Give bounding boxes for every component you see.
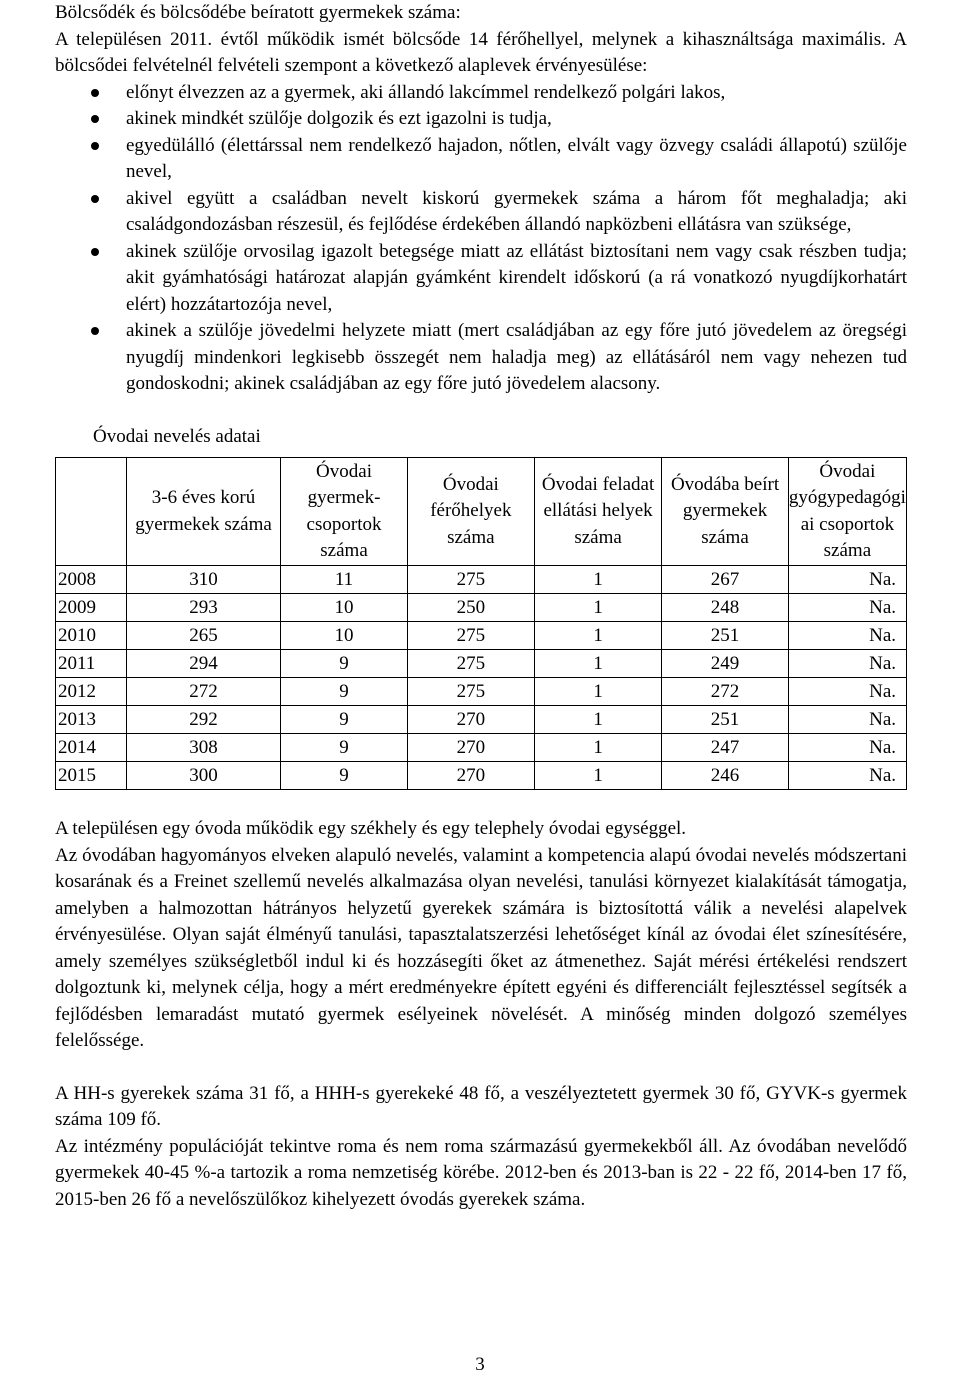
value-cell: 300 [126,762,281,790]
value-cell: 267 [662,566,789,594]
value-cell: 270 [407,734,534,762]
value-cell: 294 [126,650,281,678]
value-cell: 293 [126,594,281,622]
value-cell: 9 [281,762,408,790]
value-cell: 251 [662,622,789,650]
header-children-3-6: 3-6 éves korú gyermekek száma [126,458,281,566]
value-cell: 11 [281,566,408,594]
table-row [56,706,907,734]
value-cell: Na. [788,650,906,678]
bullet-icon [91,248,99,256]
value-cell: Na. [788,622,906,650]
table-row [56,762,907,790]
bolcsode-intro-text: A településen 2011. évtől működik ismét bölcsőde 14 férőhellyel, melynek a kihasználtsága maximális. A bölcsődei felvételnél felvételi szempont a következő alaplevek érvényesülése: [55,28,907,76]
value-cell: 275 [407,678,534,706]
value-cell: Na. [788,594,906,622]
bullet-icon [91,195,99,203]
value-cell: 9 [281,678,408,706]
table-row [56,734,907,762]
bolcsode-heading: Bölcsődék és bölcsődébe beíratott gyermekek száma: [55,2,461,23]
value-cell: Na. [788,678,906,706]
value-cell: 308 [126,734,281,762]
paragraph-hh-counts: A HH-s gyerekek száma 31 fő, a HHH-s gyerekeké 48 fő, a veszélyeztetett gyermek 30 fő, GYVK-s gyermek száma 109 fő. [55,1082,907,1130]
table-row [56,594,907,622]
header-sites: Óvodai feladat ellátási helyek száma [534,458,661,566]
header-enrolled: Óvodába beírt gyermekek száma [662,458,789,566]
value-cell: 270 [407,762,534,790]
value-cell: 1 [534,762,661,790]
header-special-groups: Óvodai gyógypedagógi ai csoportok száma [788,458,906,566]
value-cell: 9 [281,734,408,762]
value-cell: 248 [662,594,789,622]
list-item: akivel együtt a családban nevelt kiskorú gyermekek száma a három főt meghaladja; aki családgondozásban részesül, és fejlődése érdekében állandó napközbeni ellátásra van szüksége, [55,186,907,239]
year-cell: 2009 [56,594,127,622]
value-cell: 265 [126,622,281,650]
bullet-icon [91,142,99,150]
table-row [56,622,907,650]
table-body [56,566,907,790]
value-cell: 1 [534,678,661,706]
admission-criteria-list [55,80,907,398]
bullet-icon [91,89,99,97]
value-cell: 246 [662,762,789,790]
year-cell: 2013 [56,706,127,734]
value-cell: 9 [281,706,408,734]
table-row [56,650,907,678]
table-header-row [56,458,907,566]
value-cell: 1 [534,734,661,762]
value-cell: 1 [534,594,661,622]
value-cell: Na. [788,762,906,790]
value-cell: 270 [407,706,534,734]
header-year [56,458,127,566]
value-cell: 9 [281,650,408,678]
value-cell: 247 [662,734,789,762]
list-item: egyedülálló (élettárssal nem rendelkező hajadon, nőtlen, elvált vagy özvegy családi állapotú) szülője nevel, [55,133,907,186]
value-cell: 292 [126,706,281,734]
value-cell: 10 [281,622,408,650]
list-item: akinek a szülője jövedelmi helyzete miatt (mert családjában az egy főre jutó jövedelem az öregségi nyugdíj mindenkori legkisebb összegét nem haladja meg) az ellátásáról nem vagy nehezen tud gondoskodni; akinek családjában az egy főre jutó jövedelem alacsony. [55,318,907,398]
value-cell: 249 [662,650,789,678]
value-cell: Na. [788,566,906,594]
document-page [55,0,907,1213]
header-places: Óvodai férőhelyek száma [407,458,534,566]
page-number: 3 [475,1354,485,1375]
value-cell: 251 [662,706,789,734]
value-cell: 275 [407,650,534,678]
year-cell: 2014 [56,734,127,762]
year-cell: 2008 [56,566,127,594]
value-cell: 275 [407,566,534,594]
value-cell: 310 [126,566,281,594]
list-item: akinek szülője orvosilag igazolt betegsége miatt az ellátást biztosítani nem vagy csak részben tudja; akit gyámhatósági határozat alapján gyámként kirendelt időskorú (a rá vonatkozó nyugdíjkorhatárt elért) hozzátartozója nevel, [55,239,907,319]
paragraph-population: Az intézmény populációját tekintve roma és nem roma származású gyermekekből áll. Az óvodában nevelődő gyermekek 40-45 %-a tartozik a roma nemzetiség körébe. 2012-ben és 2013-ban is 22 - 22 fő, 2014-ben 17 fő, 2015-ben 26 fő a nevelőszülőkoz kihelyezett óvodás gyerekek száma. [55,1135,907,1210]
paragraph-pedagogy: Az óvodában hagyományos elveken alapuló nevelés, valamint a kompetencia alapú óvodai nevelés módszertani kosarának és a Freinet szellemű nevelés alkalmazása olyan nevelési, tanulási környezet kialakítását támogatja, amelyben a halmozottan hátrányos helyzetű gyerekek számára is biztosítottá válik a nevelési alapelvek érvényesülése. Olyan saját élményű tanulási, tapasztalatszerzési lehetőséget kínál az óvodai élet színesítésére, amely személyes szükségletből indul ki és hozzásegíti őket az átmenethez. Saját mérési értékelési rendszert dolgoztunk ki, melynek célja, hogy a mért eredményekre épített egyéni és differenciált fejlesztéssel segítsék a fejlődésben lemaradást mutató gyermek esélyeinek növelését. A minőség minden dolgozó személyes felelőssége. [55,844,907,1051]
value-cell: 275 [407,622,534,650]
list-item: előnyt élvezzen az a gyermek, aki állandó lakcímmel rendelkező polgári lakos, [55,80,907,107]
bullet-icon [91,115,99,123]
year-cell: 2012 [56,678,127,706]
year-cell: 2011 [56,650,127,678]
kindergarten-stats-table [55,457,907,790]
paragraph-kindergarten: A településen egy óvoda működik egy székhely és egy telephely óvodai egységgel. [55,818,687,839]
value-cell: 272 [126,678,281,706]
value-cell: Na. [788,706,906,734]
year-cell: 2010 [56,622,127,650]
table-row [56,678,907,706]
header-groups: Óvodai gyermek-csoportok száma [281,458,408,566]
bullet-icon [91,327,99,335]
value-cell: Na. [788,734,906,762]
value-cell: 1 [534,706,661,734]
list-item: akinek mindkét szülője dolgozik és ezt igazolni is tudja, [55,106,907,133]
value-cell: 250 [407,594,534,622]
value-cell: 1 [534,650,661,678]
value-cell: 10 [281,594,408,622]
value-cell: 272 [662,678,789,706]
table-title: Óvodai nevelés adatai [93,425,261,447]
value-cell: 1 [534,622,661,650]
value-cell: 1 [534,566,661,594]
year-cell: 2015 [56,762,127,790]
table-row [56,566,907,594]
